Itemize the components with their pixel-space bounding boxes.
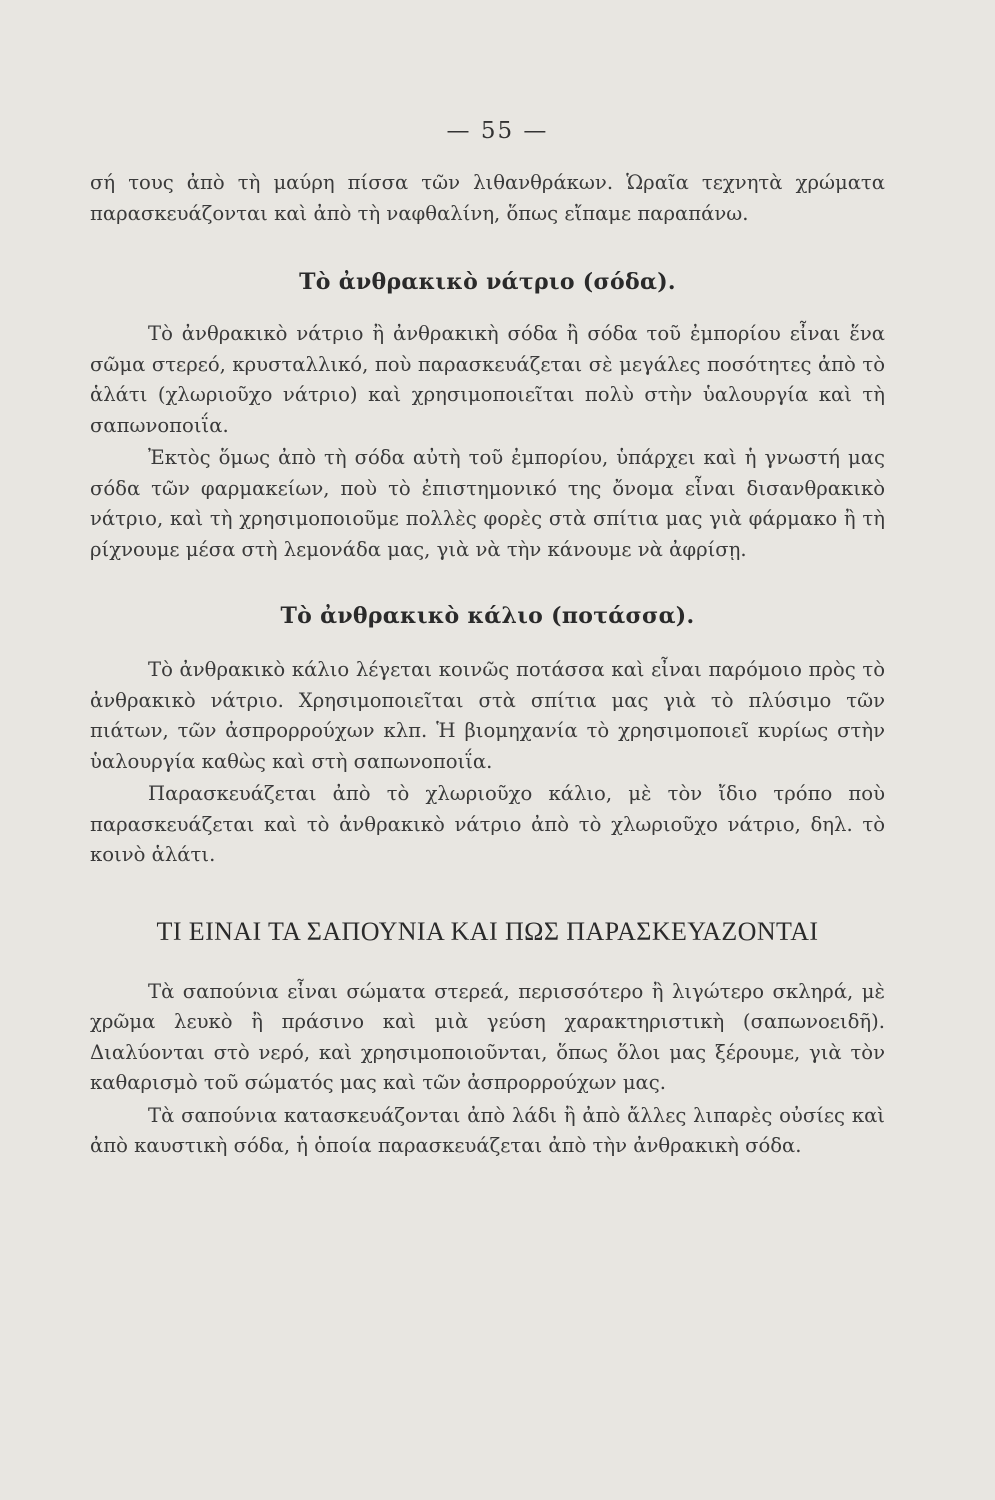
paragraph: Παρασκευάζεται ἀπὸ τὸ χλωριοῦχο κάλιο, μὲ τὸν ἴδιο τρόπο ποὺ παρασκευάζεται καὶ τὸ ἀνθρακικὸ νάτριο ἀπὸ τὸ χλωριοῦχο νάτριο, δηλ. τὸ κοινὸ ἁλάτι. <box>90 782 885 866</box>
paragraph: Ἐκτὸς ὅμως ἀπὸ τὴ σόδα αὐτὴ τοῦ ἐμπορίου, ὑπάρχει καὶ ἡ γνωστή μας σόδα τῶν φαρμακείων, ποὺ τὸ ἐπιστημονικό της ὄνομα εἶναι δισανθρακικὸ νάτριο, καὶ τὴ χρησιμοποιοῦμε πολλὲς φορὲς στὰ σπίτια μας γιὰ φάρμακο ἢ τὴ ρίχνουμε μέσα στὴ λεμονάδα μας, γιὰ νὰ τὴν κάνουμε νὰ ἀφρίσῃ. <box>90 446 885 561</box>
intro-paragraph: σή τους ἀπὸ τὴ μαύρη πίσσα τῶν λιθανθράκων. Ὡραῖα τεχνητὰ χρώματα παρασκευάζονται καὶ ἀπὸ τὴ ναφθαλίνη, ὅπως εἴπαμε παραπάνω. <box>90 171 885 225</box>
section-heading-potassium-carbonate: Τὸ ἀνθρακικὸ κάλιο (ποτάσσα). <box>280 603 695 629</box>
section-heading-sodium-carbonate: Τὸ ἀνθρακικὸ νάτριο (σόδα). <box>299 269 676 295</box>
paragraph: Τὰ σαπούνια κατασκευάζονται ἀπὸ λάδι ἢ ἀπὸ ἄλλες λιπαρὲς οὐσίες καὶ ἀπὸ καυστικὴ σόδα, ἡ ὁποία παρασκευάζεται ἀπὸ τὴν ἀνθρακικὴ σόδα. <box>90 1103 885 1157</box>
paragraph: Τὰ σαπούνια εἶναι σώματα στερεά, περισσότερο ἢ λιγώτερο σκληρά, μὲ χρῶμα λευκὸ ἢ πράσινο καὶ μιὰ γεύση χαρακτηριστικὴ (σαπωνοειδῆ). Διαλύονται στὸ νερό, καὶ χρησιμοποιοῦνται, ὅπως ὅλοι μας ξέρουμε, γιὰ τὸν καθαρισμὸ τοῦ σώματός μας καὶ τῶν ἀσπρορρούχων μας. <box>90 979 885 1094</box>
paragraph: Τὸ ἀνθρακικὸ κάλιο λέγεται κοινῶς ποτάσσα καὶ εἶναι παρόμοιο πρὸς τὸ ἀνθρακικὸ νάτριο. Χρησιμοποιεῖται στὰ σπίτια μας γιὰ τὸ πλύσιμο τῶν πιάτων, τῶν ἀσπρορρούχων κλπ. Ἡ βιομηχανία τὸ χρησιμοποιεῖ κυρίως στὴν ὑαλουργία καθὼς καὶ στὴ σαπωνοποιΐα. <box>90 658 885 773</box>
chapter-title: ΤΙ ΕΙΝΑΙ ΤΑ ΣΑΠΟΥΝΙΑ ΚΑΙ ΠΩΣ ΠΑΡΑΣΚΕΥΑΖΟΝΤΑΙ <box>156 916 819 946</box>
page-number: — 55 — <box>446 118 549 144</box>
paragraph: Τὸ ἀνθρακικὸ νάτριο ἢ ἀνθρακικὴ σόδα ἢ σόδα τοῦ ἐμπορίου εἶναι ἕνα σῶμα στερεό, κρυσταλλικό, ποὺ παρασκευάζεται σὲ μεγάλες ποσότητες ἀπὸ τὸ ἁλάτι (χλωριοῦχο νάτριο) καὶ χρησιμοποιεῖται πολὺ στὴν ὑαλουργία καὶ τὴ σαπωνοποιΐα. <box>90 322 885 437</box>
page-body <box>90 168 885 1162</box>
